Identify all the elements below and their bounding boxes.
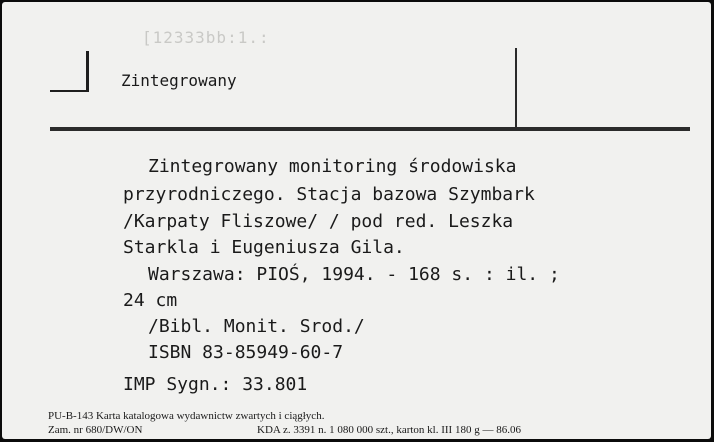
signature-line: IMP Sygn.: 33.801 [123, 374, 308, 395]
imprint-line-2: 24 cm [123, 290, 178, 311]
description-line-2: przyrodniczego. Stacja bazowa Szymbark [123, 184, 535, 205]
footer-print-info: KDA z. 3391 n. 1 080 000 szt., karton kl. III 180 g — 86.06 [257, 424, 521, 436]
footer-order-number: Zam. nr 680/DW/ON [48, 424, 143, 436]
footer-form-title: PU-B-143 Karta katalogowa wydawnictw zwartych i ciągłych. [48, 410, 325, 422]
isbn-line: ISBN 83-85949-60-7 [148, 342, 344, 363]
card-heading: Zintegrowany [121, 71, 237, 90]
corner-mark-horizontal [50, 90, 89, 92]
corner-mark-vertical [86, 51, 89, 91]
description-line-3: /Karpaty Fliszowe/ / pod red. Leszka [123, 211, 514, 232]
imprint-line-1: Warszawa: PIOŚ, 1994. - 168 s. : il. ; [148, 264, 560, 285]
catalog-card [2, 2, 711, 439]
faint-stamp: [12333bb:1.: [142, 28, 270, 47]
heading-rule [50, 127, 690, 131]
column-divider [515, 48, 517, 130]
series-line: /Bibl. Monit. Srod./ [148, 316, 365, 337]
description-line-1: Zintegrowany monitoring środowiska [148, 156, 517, 177]
description-line-4: Starkla i Eugeniusza Gila. [123, 237, 405, 258]
